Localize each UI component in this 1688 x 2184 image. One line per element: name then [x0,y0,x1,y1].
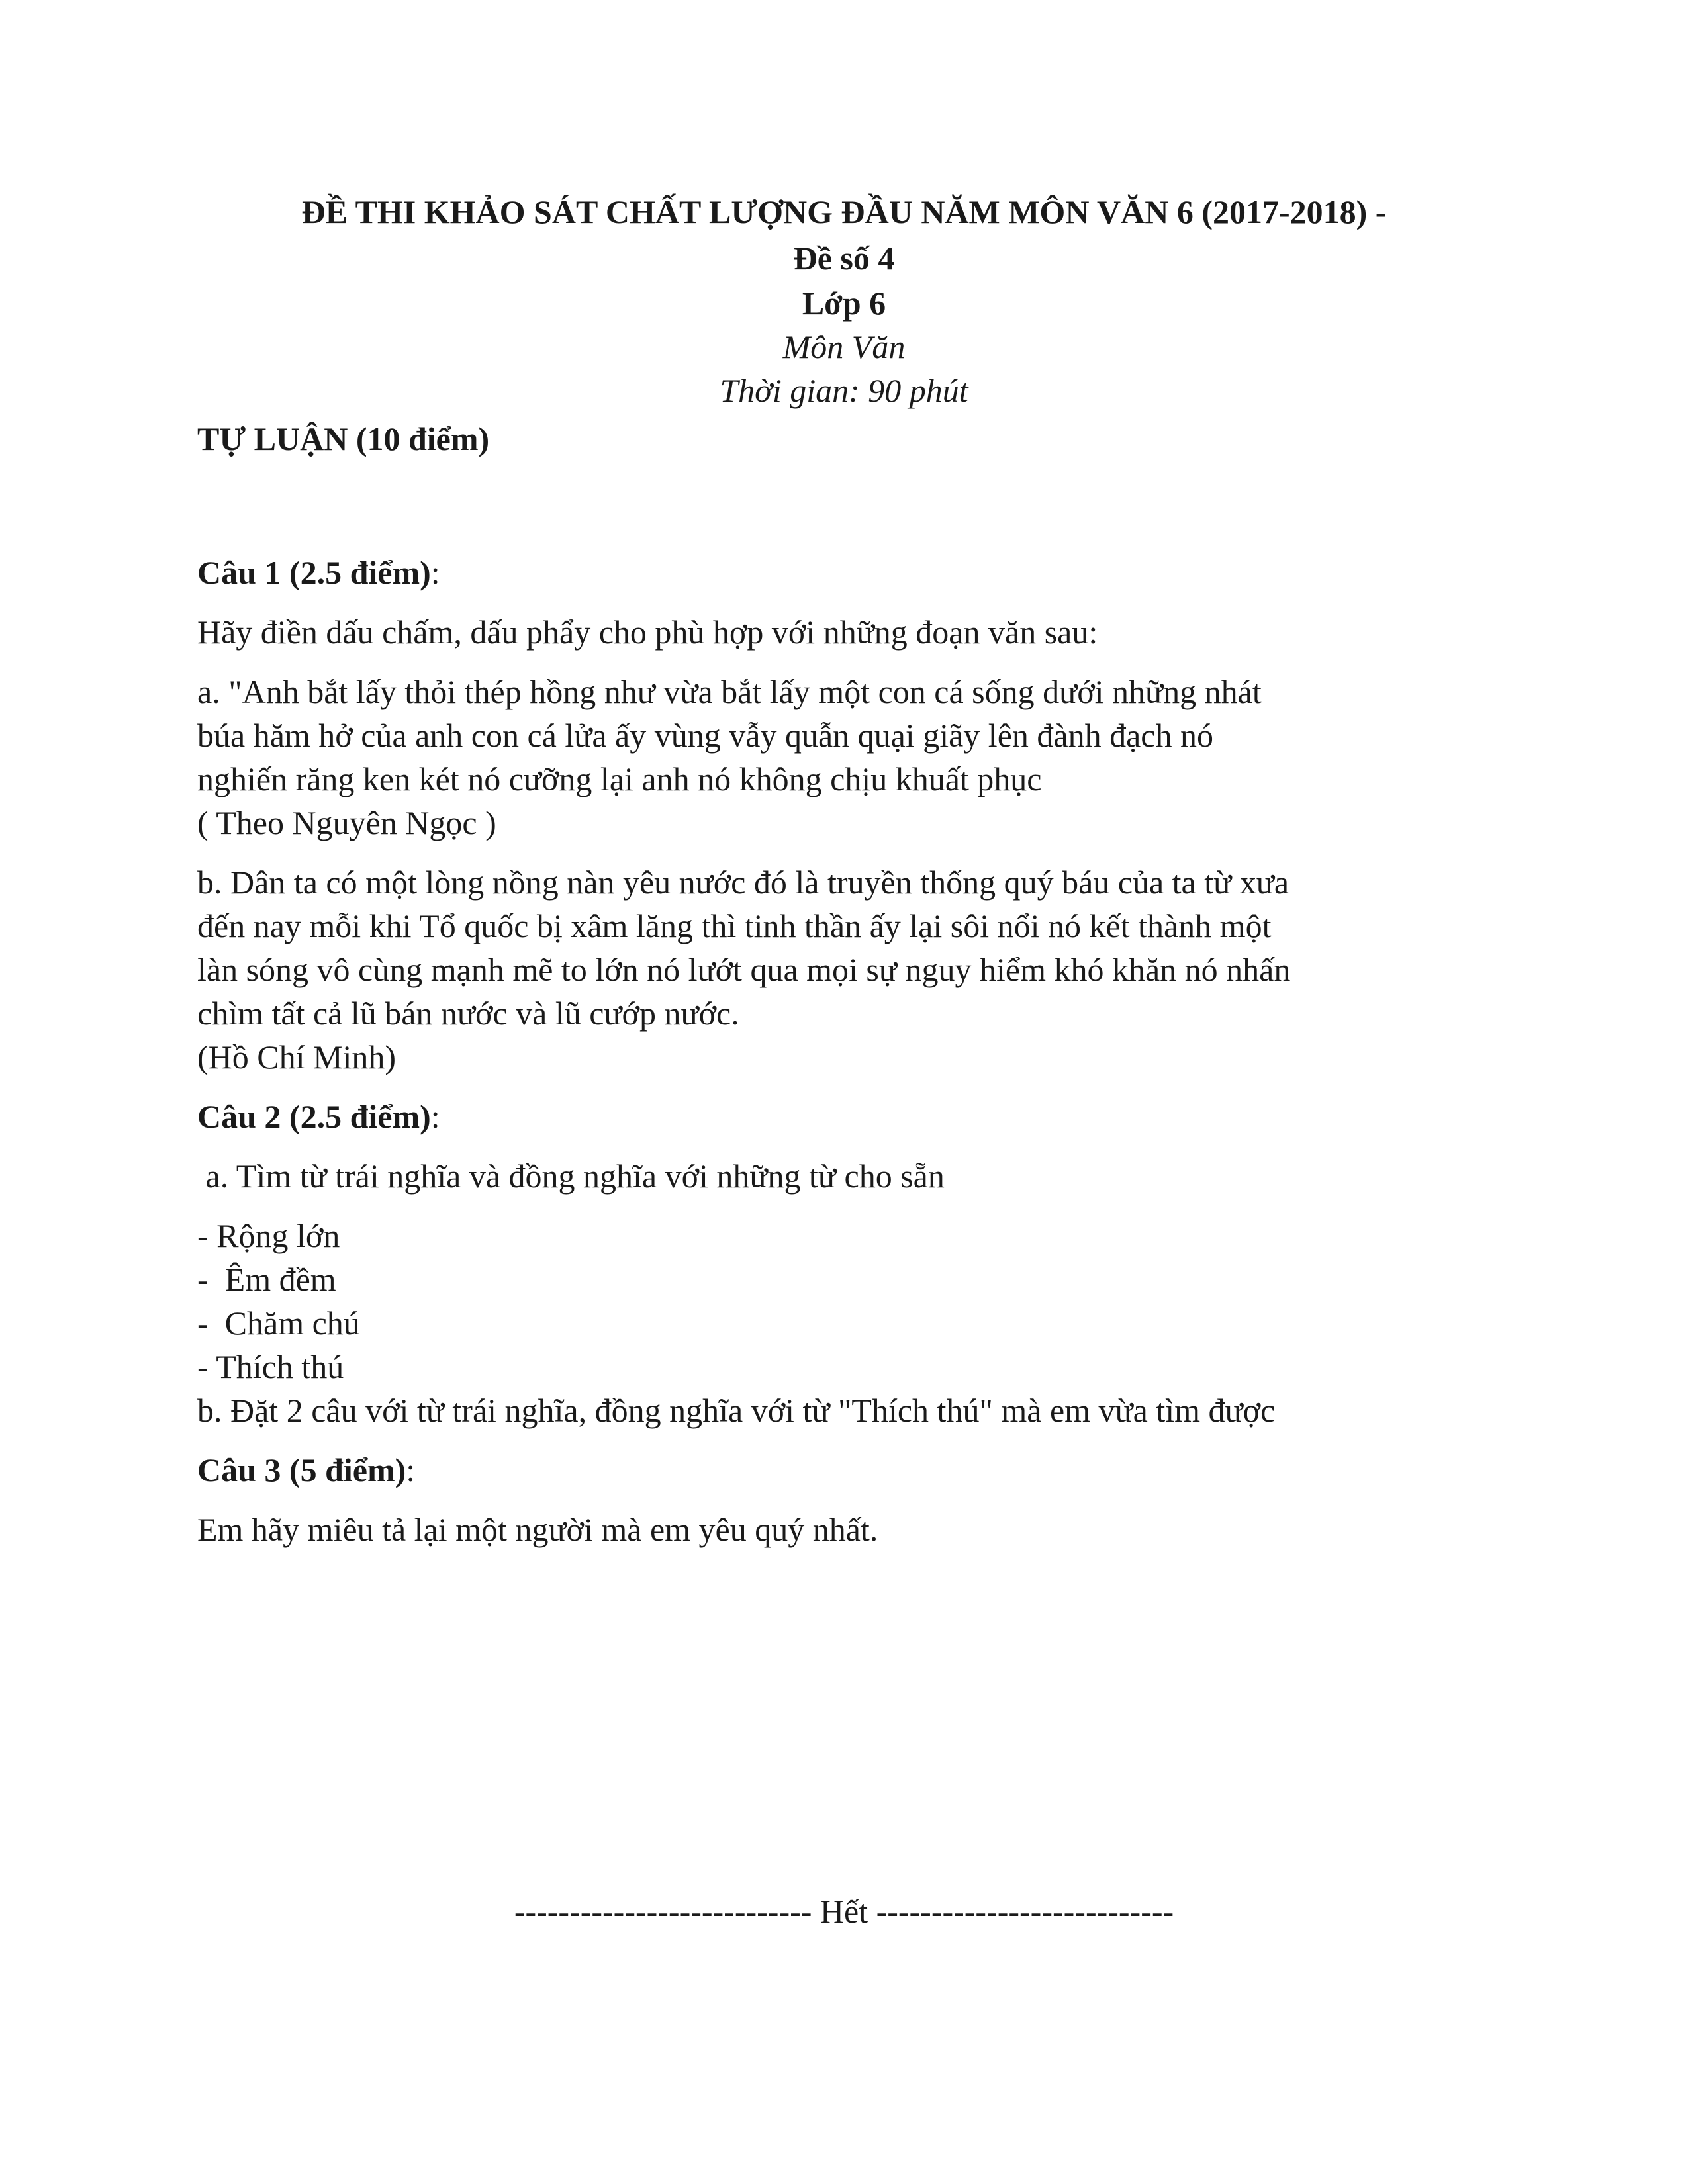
q3-text: Em hãy miêu tả lại một người mà em yêu quý nhất. [197,1511,878,1548]
q2-word-2: - Êm đềm [197,1261,336,1298]
q2-word-4: - Thích thú [197,1348,344,1385]
exam-title [199,189,1489,281]
exam-subject: Môn Văn [782,328,906,365]
q1-part-a-line-1: a. "Anh bắt lấy thỏi thép hồng như vừa bắt lấy một con cá sống dưới những nhát [197,673,1262,710]
exam-title-line-2: Đề số 4 [793,240,895,277]
q1-part-b-line-3: làn sóng vô cùng mạnh mẽ to lớn nó lướt qua mọi sự nguy hiểm khó khăn nó nhấn [197,951,1291,988]
q2-word-list [197,1214,1521,1432]
q2-part-a: a. Tìm từ trái nghĩa và đồng nghĩa với những từ cho sẵn [197,1158,945,1195]
q2-heading [197,1095,1521,1138]
q1-instruction: Hãy điền dấu chấm, dấu phẩy cho phù hợp với những đoạn văn sau: [197,614,1098,651]
q1-heading-colon: : [430,554,440,591]
q3-heading [197,1448,1521,1492]
q2-heading-colon: : [430,1098,440,1135]
exam-class: Lớp 6 [802,285,886,322]
q1-heading-label: Câu 1 (2.5 điểm) [197,554,431,591]
exam-time: Thời gian: 90 phút [720,372,968,409]
exam-header [199,189,1489,412]
q2-word-3: - Chăm chú [197,1304,360,1342]
q1-heading [197,551,1521,594]
end-marker: --------------------------- Hết --------------------------- [514,1893,1174,1930]
q1-part-a-line-3: nghiến răng ken két nó cưỡng lại anh nó không chịu khuất phục [197,760,1042,797]
q3-heading-label: Câu 3 (5 điểm) [197,1451,406,1488]
q1-part-b-line-2: đến nay mỗi khi Tổ quốc bị xâm lăng thì tinh thần ấy lại sôi nổi nó kết thành một [197,907,1272,944]
q3-heading-colon: : [406,1451,416,1488]
section-title: TỰ LUẬN (10 điểm) [197,420,490,457]
exam-content [197,417,1521,1551]
q1-part-a-source: ( Theo Nguyên Ngọc ) [197,804,496,841]
q1-part-b-line-1: b. Dân ta có một lòng nồng nàn yêu nước đó là truyền thống quý báu của ta từ xưa [197,864,1289,901]
q1-part-a-line-2: búa hăm hở của anh con cá lửa ấy vùng vẫy quẫn quại giãy lên đành đạch nó [197,717,1213,754]
q2-word-1: - Rộng lớn [197,1217,340,1254]
q2-heading-label: Câu 2 (2.5 điểm) [197,1098,431,1135]
q1-part-a [197,670,1521,844]
exam-title-line-1: ĐỀ THI KHẢO SÁT CHẤT LƯỢNG ĐẦU NĂM MÔN VĂN 6 (2017-2018) - [301,193,1387,230]
q1-part-b-line-4: chìm tất cả lũ bán nước và lũ cướp nước. [197,995,739,1032]
q1-part-b [197,860,1521,1079]
q2-part-b: b. Đặt 2 câu với từ trái nghĩa, đồng nghĩa với từ "Thích thú" mà em vừa tìm được [197,1392,1276,1429]
q1-part-b-source: (Hồ Chí Minh) [197,1038,396,1075]
